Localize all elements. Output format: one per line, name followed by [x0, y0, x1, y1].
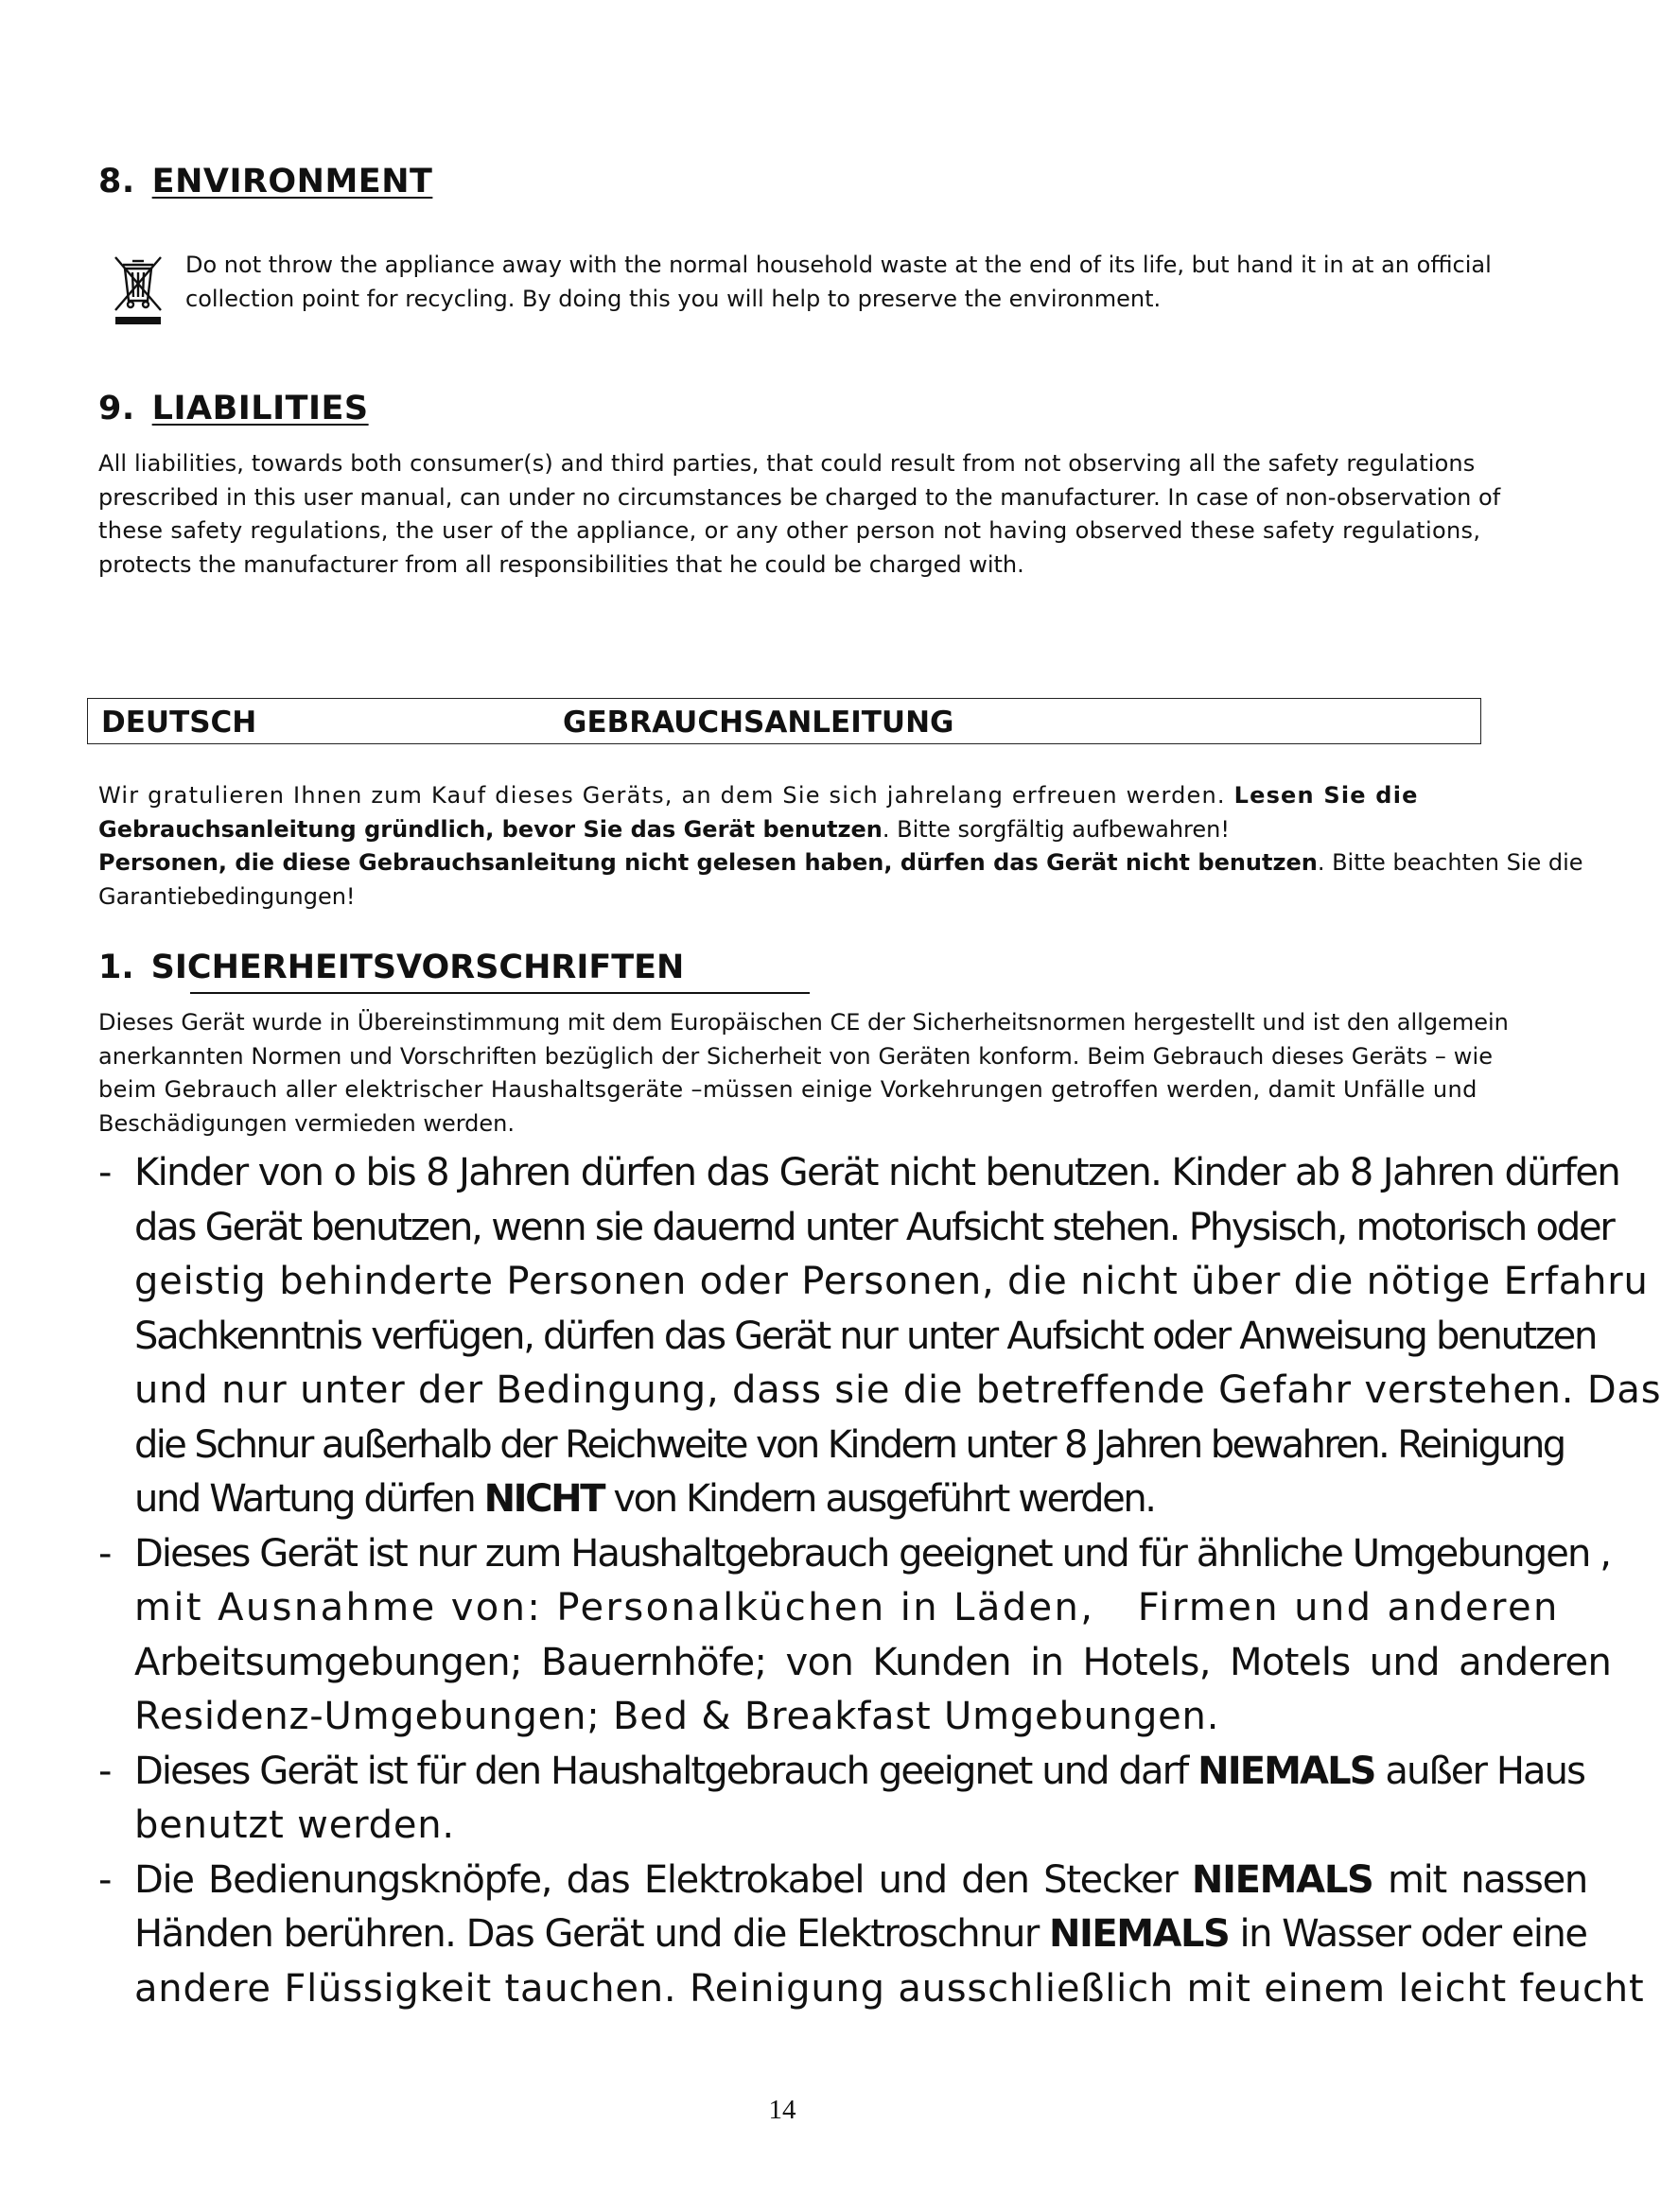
- bullet-2-row: [98, 1690, 1489, 1745]
- safety-number: 1.: [98, 949, 134, 986]
- safety-line: beim Gebrauch aller elektrischer Haushaltsgeräte –müssen einige Vorkehrungen getroffen werden, damit Unfälle und: [98, 1076, 1477, 1103]
- bullet-1-line: die Schnur außerhalb der Reichweite von Kindern unter 8 Jahren bewahren. Reinigung: [134, 1422, 1565, 1467]
- bullet-4-line: andere Flüssigkeit tauchen. Reinigung ausschließlich mit einem leicht feucht: [134, 1966, 1645, 2011]
- bullet-4-row: [98, 1907, 1587, 1962]
- intro-l3-bold: Personen, die diese Gebrauchsanleitung nicht gelesen haben, dürfen das Gerät nicht benutzen: [98, 849, 1318, 876]
- bullet-1-line: und nur unter der Bedingung, dass sie die betreffende Gefahr verstehen. Das: [134, 1368, 1661, 1412]
- bullet-1-row: [98, 1419, 1565, 1473]
- intro-l2-normal: . Bitte sorgfältig aufbewahren!: [882, 815, 1230, 843]
- bullet-dash: -: [98, 1749, 113, 1793]
- language-label: DEUTSCH: [101, 705, 257, 740]
- bullet-3-line: [134, 1745, 1584, 1800]
- bullet-4-l1-pre: Die Bedienungsknöpfe, das Elektrokabel und den Stecker: [134, 1857, 1192, 1902]
- bullet-4-l2-post: in Wasser oder eine: [1229, 1912, 1587, 1956]
- intro-l1-bold: Lesen Sie die: [1233, 782, 1419, 809]
- bullet-3-bold: NIEMALS: [1198, 1749, 1375, 1793]
- bullet-2-line: mit Ausnahme von: Personalküchen in Läden, Firmen und anderen: [134, 1586, 1560, 1629]
- intro-line-4: Garantiebedingungen!: [98, 882, 356, 910]
- language-header-box: [87, 698, 1481, 744]
- environment-number: 8.: [98, 163, 135, 200]
- environment-heading: [98, 163, 432, 200]
- bullet-1-line: [134, 1472, 1155, 1527]
- bullet-4-line: [134, 1907, 1586, 1962]
- safety-title-underline: [190, 992, 810, 994]
- environment-title: ENVIRONMENT: [151, 163, 433, 200]
- bullet-2-line: Dieses Gerät ist nur zum Haushaltgebrauch geeignet und für ähnliche Umgebungen ,: [134, 1531, 1611, 1576]
- liabilities-heading: [98, 390, 369, 427]
- safety-line: anerkannten Normen und Vorschriften bezüglich der Sicherheit von Geräten konform. Beim Gebrauch dieses Geräts – wie: [98, 1042, 1494, 1070]
- environment-line: Do not throw the appliance away with the normal household waste at the end of its life, but hand it in at an official: [185, 252, 1492, 278]
- bullet-4-line: [134, 1854, 1587, 1908]
- safety-line: Dieses Gerät wurde in Übereinstimmung mit dem Europäischen CE der Sicherheitsnormen hergestellt und ist den allgemein: [98, 1009, 1509, 1036]
- bullet-4-l2-bold: NIEMALS: [1049, 1912, 1230, 1956]
- intro-text: [98, 779, 1583, 914]
- safety-heading: [98, 949, 684, 986]
- bullet-1-row: [98, 1255, 1649, 1310]
- bullet-3-pre: Dieses Gerät ist für den Haushaltgebrauch geeignet und darf: [134, 1749, 1198, 1793]
- intro-line-2: [98, 813, 1481, 847]
- intro-l2-bold: Gebrauchsanleitung gründlich, bevor Sie das Gerät benutzen: [98, 815, 883, 843]
- bullet-1-row: [98, 1146, 1620, 1201]
- bullet-4-l1-bold: NIEMALS: [1191, 1857, 1373, 1902]
- bullet-1-row: [98, 1472, 1489, 1527]
- bullet-3-line: benutzt werden.: [134, 1803, 455, 1847]
- liabilities-title: LIABILITIES: [151, 390, 369, 427]
- safety-line: Beschädigungen vermieden werden.: [98, 1109, 515, 1137]
- safety-title: SICHERHEITSVORSCHRIFTEN: [150, 949, 685, 986]
- bullet-dash: -: [98, 1857, 113, 1902]
- manual-title: GEBRAUCHSANLEITUNG: [563, 705, 954, 740]
- intro-l3-normal: . Bitte beachten Sie die: [1317, 849, 1583, 876]
- intro-line-3: [98, 846, 1583, 880]
- bullet-1-last-bold: NICHT: [483, 1477, 604, 1521]
- liabilities-line: these safety regulations, the user of the appliance, or any other person not having observed these safety regulations,: [98, 517, 1481, 544]
- bullet-1-row: [98, 1310, 1596, 1365]
- safety-text: [98, 1006, 1509, 1141]
- intro-l1-normal: Wir gratulieren Ihnen zum Kauf dieses Geräts, an dem Sie sich jahrelang erfreuen werden.: [98, 782, 1226, 809]
- bullet-dash: -: [98, 1531, 113, 1576]
- environment-text: [185, 249, 1492, 316]
- bullet-2-line: Residenz-Umgebungen; Bed & Breakfast Umgebungen.: [134, 1695, 1220, 1738]
- bullet-2-row: [98, 1581, 1560, 1636]
- bullet-3-row: [98, 1745, 1585, 1800]
- page-number: 14: [768, 2095, 796, 2125]
- liabilities-text: [98, 447, 1501, 582]
- bullet-1-last-post: von Kindern ausgeführt werden.: [603, 1477, 1155, 1521]
- bullet-3-post: außer Haus: [1374, 1749, 1585, 1793]
- bullet-2-row: [98, 1527, 1611, 1582]
- bullet-4-l2-pre: Händen berühren. Das Gerät und die Elektroschnur: [134, 1912, 1050, 1956]
- bullet-2-row: [98, 1636, 1612, 1691]
- bullet-1-row: [98, 1201, 1614, 1256]
- liabilities-number: 9.: [98, 390, 135, 427]
- bullet-4-l1-post: mit nassen: [1373, 1857, 1587, 1902]
- bullet-1-line: Kinder von o bis 8 Jahren dürfen das Gerät nicht benutzen. Kinder ab 8 Jahren dürfen: [134, 1151, 1620, 1194]
- weee-crossed-bin-icon: [112, 253, 165, 329]
- liabilities-line: prescribed in this user manual, can under no circumstances be charged to the manufacturer. In case of non-observation of: [98, 483, 1501, 511]
- bullet-1-line: geistig behinderte Personen oder Personen, die nicht über die nötige Erfahru: [134, 1260, 1649, 1303]
- bullet-1-last-pre: und Wartung dürfen: [134, 1477, 484, 1521]
- bullet-3-row: [98, 1799, 1489, 1854]
- liabilities-line: All liabilities, towards both consumer(s) and third parties, that could result from not observing all the safety regulations: [98, 450, 1476, 477]
- bullet-2-line: Arbeitsumgebungen; Bauernhöfe; von Kunden in Hotels, Motels und anderen: [134, 1640, 1612, 1684]
- bullet-1-line: Sachkenntnis verfügen, dürfen das Gerät nur unter Aufsicht oder Anweisung benutzen: [134, 1314, 1596, 1358]
- bullet-1-row: [98, 1364, 1661, 1419]
- intro-line-1: [98, 779, 1481, 813]
- liabilities-line: protects the manufacturer from all responsibilities that he could be charged with.: [98, 550, 1024, 578]
- bullet-dash: -: [98, 1151, 113, 1194]
- environment-line: collection point for recycling. By doing this you will help to preserve the environment.: [185, 285, 1162, 312]
- bullet-4-row: [98, 1854, 1587, 1908]
- safety-bullets: [98, 1146, 1661, 2016]
- bullet-1-line: das Gerät benutzen, wenn sie dauernd unter Aufsicht stehen. Physisch, motorisch oder: [134, 1205, 1614, 1249]
- bullet-4-row: [98, 1962, 1645, 2017]
